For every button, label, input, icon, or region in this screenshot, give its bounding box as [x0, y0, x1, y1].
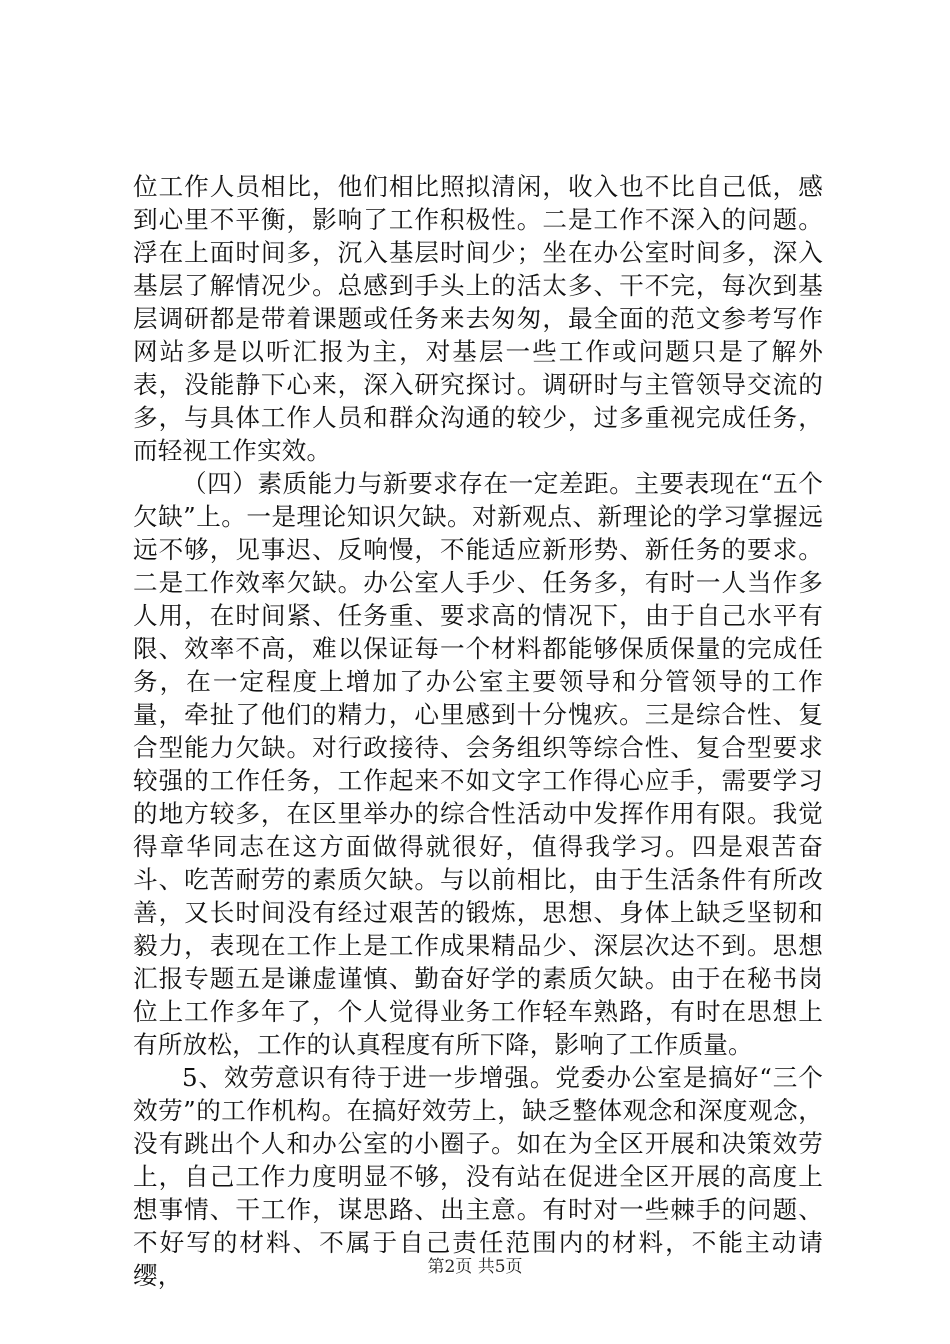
paragraph-section-five: 5、效劳意识有待于进一步增强。党委办公室是搞好“三个效劳”的工作机构。在搞好效劳上，缺乏整体观念和深度观念，没有跳出个人和办公室的小圈子。如在为全区开展和决策效劳上，自己工作力度明显不够，没有站在促进全区开展的高度上想事情、干工作，谋思路、出主意。有时对一些棘手的问题、不好写的材料、不属于自己责任范围内的材料，不能主动请缨， [133, 1063, 823, 1290]
paragraph-section-four: （四）素质能力与新要求存在一定差距。主要表现在“五个欠缺”上。一是理论知识欠缺。对新观点、新理论的学习掌握远远不够，见事迟、反响慢，不能适应新形势、新任务的要求。二是工作效率欠缺。办公室人手少、任务多，有时一人当作多人用，在时间紧、任务重、要求高的情况下，由于自己水平有限、效率不高，难以保证每一个材料都能够保质保量的完成任务，在一定程度上增加了办公室主要领导和分管领导的工作量，牵扯了他们的精力，心里感到十分愧疚。三是综合性、复合型能力欠缺。对行政接待、会务组织等综合性、复合型要求较强的工作任务，工作起来不如文字工作得心应手，需要学习的地方较多，在区里举办的综合性活动中发挥作用有限。我觉得章华同志在这方面做得就很好，值得我学习。四是艰苦奋斗、吃苦耐劳的素质欠缺。与以前相比，由于生活条件有所改善，又长时间没有经过艰苦的锻炼，思想、身体上缺乏坚韧和毅力，表现在工作上是工作成果精品少、深层次达不到。思想汇报专题五是谦虚谨慎、勤奋好学的素质欠缺。由于在秘书岗位上工作多年了，个人觉得业务工作轻车熟路，有时在思想上有所放松，工作的认真程度有所下降，影响了工作质量。 [133, 469, 823, 1059]
page-number-footer: 第2页 共5页 [427, 1257, 523, 1277]
document-body [133, 170, 823, 1292]
paragraph-continuation: 位工作人员相比，他们相比照拟清闲，收入也不比自己低，感到心里不平衡，影响了工作积极性。二是工作不深入的问题。浮在上面时间多，沉入基层时间少；坐在办公室时间多，深入基层了解情况少。总感到手头上的活太多、干不完，每次到基层调研都是带着课题或任务来去匆匆，最全面的范文参考写作网站多是以听汇报为主，对基层一些工作或问题只是了解外表，没能静下心来，深入研究探讨。调研时与主管领导交流的多，与具体工作人员和群众沟通的较少，过多重视完成任务，而轻视工作实效。 [133, 172, 823, 465]
